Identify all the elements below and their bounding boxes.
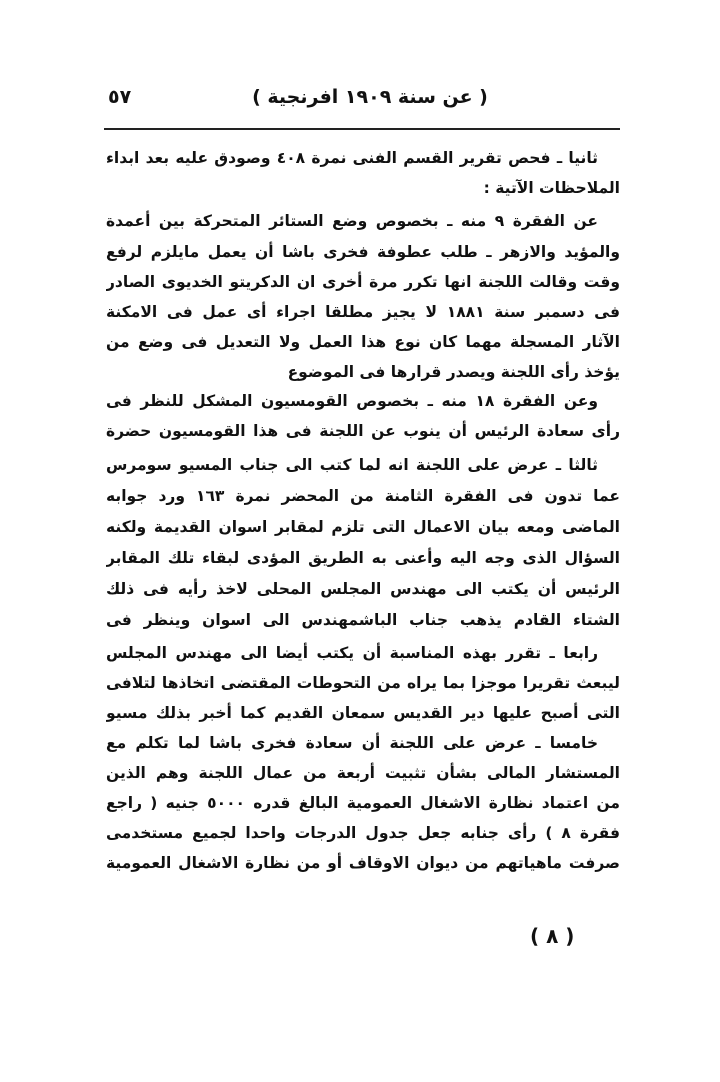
text-line: فى دسمبر سنة ١٨٨١ لا يجيز مطلقا اجراء أى عمل فى الامكنة <box>106 303 620 321</box>
text-line: الآثار المسجلة مهما كان نوع هذا العمل ولا التعديل فى وضع من <box>106 333 620 351</box>
text-line: الرئيس أن يكتب الى مهندس المجلس المحلى لاخذ رأيه فى ذلك <box>106 580 620 598</box>
text-line: المستشار المالى بشأن تثبيت أربعة من عمال اللجنة وهم الذين <box>106 764 620 782</box>
text-line: صرفت ماهياتهم من ديوان الاوقاف أو من نظارة الاشغال العمومية <box>106 854 620 872</box>
text-line: الشتاء القادم يذهب جناب الباشمهندس الى اسوان وينظر فى <box>106 611 620 629</box>
signature-mark: ( ٨ ) <box>530 924 575 948</box>
text-line: ثالثا ـ عرض على اللجنة انه لما كتب الى جناب المسيو سومرس <box>106 456 598 474</box>
text-line: عن الفقرة ٩ منه ـ بخصوص وضع الستائر المتحركة بين أعمدة <box>106 212 598 230</box>
text-line: عما تدون فى الفقرة الثامنة من المحضر نمرة ١٦٣ ورد جوابه <box>106 487 620 505</box>
text-line: وعن الفقرة ١٨ منه ـ بخصوص القومسيون المشكل للنظر فى <box>106 392 598 410</box>
text-line: الماضى ومعه بيان الاعمال التى تلزم لمقابر اسوان القديمة ولكنه <box>106 518 620 536</box>
text-line: ثانيا ـ فحص تقرير القسم الفنى نمرة ٤٠٨ وصودق عليه بعد ابداء <box>106 149 599 167</box>
text-line: وقت وقالت اللجنة انها تكرر مرة أخرى ان الدكريتو الخديوى الصادر <box>106 273 620 291</box>
page-number: ٥٧ <box>108 86 132 108</box>
running-header-title: ( عن سنة ١٩٠٩ افرنجية ) <box>252 86 488 108</box>
text-line: الملاحظات الآتية : <box>483 179 620 197</box>
text-line: والمؤيد والازهر ـ طلب عطوفة فخرى باشا أن يعمل مايلزم لرفع <box>106 243 620 261</box>
text-line: ليبعث تقريرا موجزا بما يراه من التحوطات المقتضى اتخاذها لتلافى <box>106 674 620 692</box>
text-line: رأى سعادة الرئيس أن ينوب عن اللجنة فى هذا القومسيون حضرة <box>106 422 620 440</box>
text-line: من اعتماد نظارة الاشغال العمومية البالغ قدره ٥٠٠٠ جنيه ( راجع <box>106 794 620 812</box>
header-rule <box>104 128 620 130</box>
text-line: رابعا ـ تقرر بهذه المناسبة أن يكتب أيضا الى مهندس المجلس <box>106 644 598 662</box>
text-line: فقرة ٨ ) رأى جنابه جعل جدول الدرجات واحدا لجميع مستخدمى <box>106 824 620 842</box>
text-line: يؤخذ رأى اللجنة ويصدر قرارها فى الموضوع <box>287 363 620 381</box>
text-line: التى أصبح عليها دير القديس سمعان القديم كما أخبر بذلك مسيو <box>106 704 620 722</box>
text-line: خامسا ـ عرض على اللجنة أن سعادة فخرى باشا لما تكلم مع <box>106 734 598 752</box>
text-line: السؤال الذى وجه اليه وأعنى به الطريق المؤدى لبقاء تلك المقابر <box>106 549 620 567</box>
